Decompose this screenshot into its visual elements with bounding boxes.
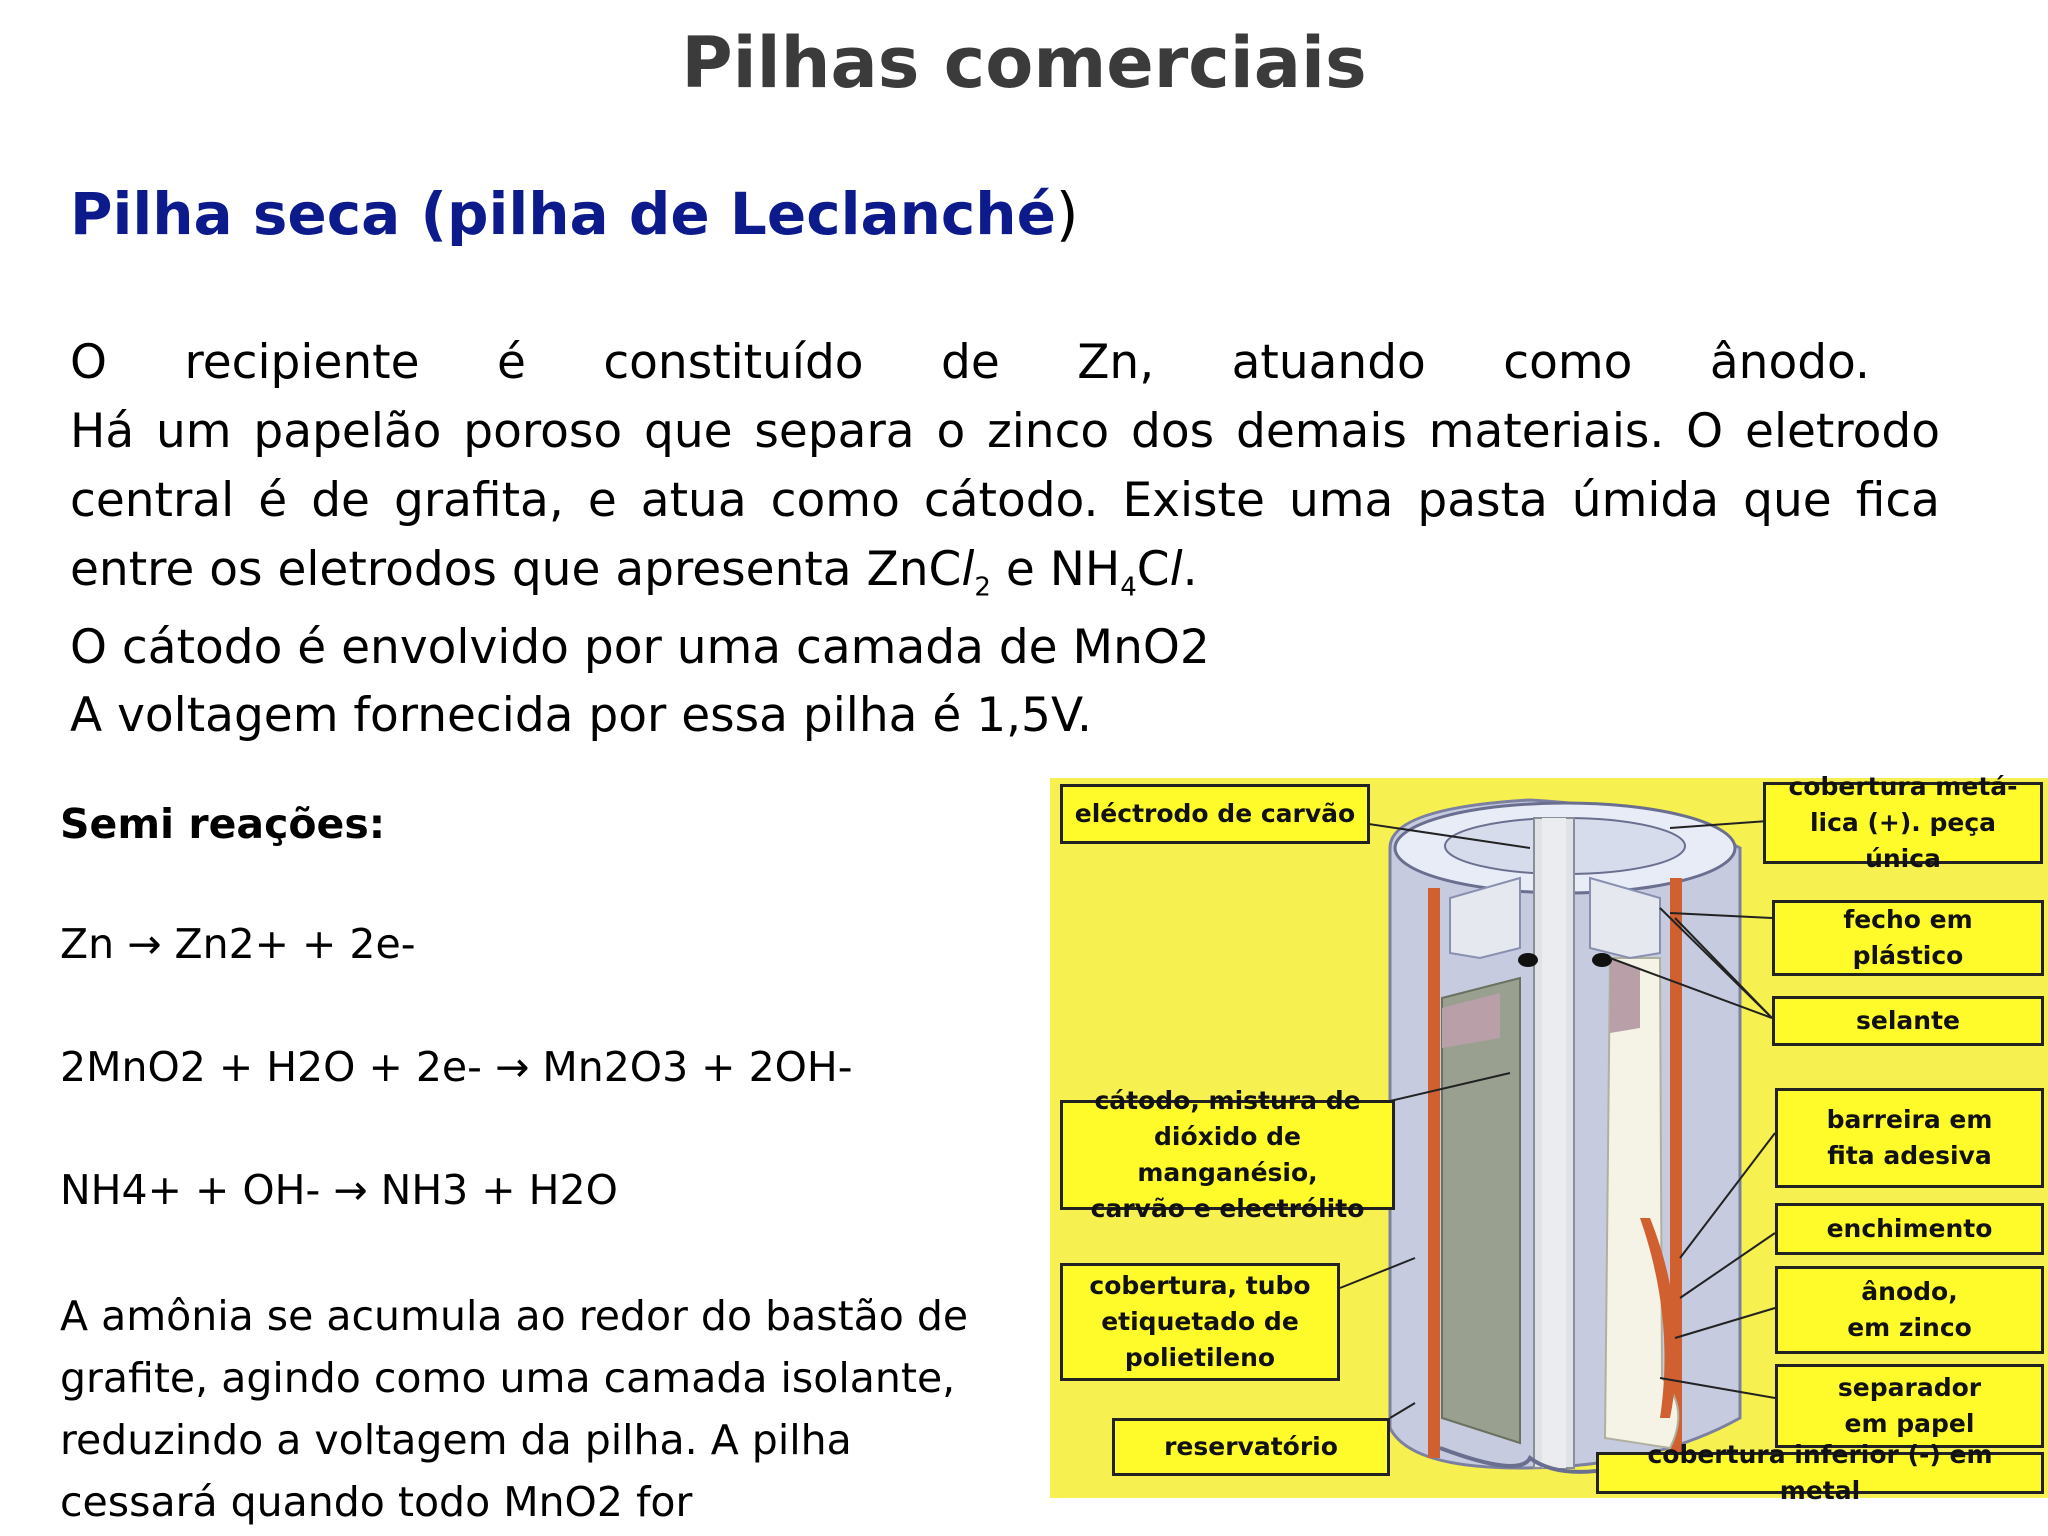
label-text: reservatório	[1164, 1432, 1338, 1461]
label-text: enchimento	[1826, 1214, 1993, 1243]
label-text: etiquetado de	[1101, 1307, 1299, 1336]
label-tape-barrier	[1775, 1088, 2044, 1188]
voltage-line: A voltagem fornecida por essa pilha é 1,5V.	[70, 688, 1092, 743]
label-text: dióxido de manganésio,	[1137, 1122, 1318, 1187]
label-text: separador	[1837, 1373, 1982, 1402]
word: Zn,	[1077, 335, 1155, 390]
label-text: cobertura inferior (-) em metal	[1647, 1440, 1993, 1505]
word: constituído	[603, 335, 864, 390]
word: recipiente	[184, 335, 420, 390]
subscript-2: 2	[974, 572, 991, 603]
word: atuando	[1231, 335, 1426, 390]
label-text: plástico	[1852, 941, 1964, 970]
label-separator	[1775, 1364, 2044, 1448]
intro-text: .	[1182, 542, 1198, 597]
intro-text: C	[1136, 542, 1170, 597]
label-cover-tube	[1060, 1263, 1340, 1381]
label-text: lica (+). peça única	[1809, 808, 1997, 873]
cathode-mix	[1442, 978, 1520, 1443]
word: O	[70, 335, 107, 390]
label-reservoir	[1112, 1418, 1390, 1476]
subtitle-text: Pilha seca (pilha de Leclanché	[70, 180, 1056, 248]
label-cathode	[1060, 1086, 1395, 1223]
intro-text: Há um papelão poroso que separa o zinco dos demais materiais. O eletrodo central é de grafita, e atua como cátodo. Existe uma pasta úmida que fica entre os eletrodos que apresenta ZnC	[70, 404, 1940, 597]
label-sealant	[1772, 996, 2044, 1046]
label-text: fecho em	[1843, 905, 1973, 934]
reaction-1: Zn → Zn2+ + 2e-	[60, 920, 416, 968]
italic-l: l	[1169, 542, 1183, 597]
cathode-line: O cátodo é envolvido por uma camada de MnO2	[70, 620, 1210, 675]
intro-paragraph	[70, 328, 1940, 604]
battery-diagram	[1050, 772, 2048, 1505]
label-plastic-seal	[1772, 900, 2044, 976]
subscript-4: 4	[1120, 572, 1137, 603]
label-bottom-cover	[1596, 1440, 2044, 1505]
label-text: eléctrodo de carvão	[1074, 799, 1356, 828]
label-metal-cover	[1763, 772, 2043, 873]
label-filler	[1775, 1203, 2044, 1255]
reaction-2: 2MnO2 + H2O + 2e- → Mn2O3 + 2OH-	[60, 1043, 853, 1091]
label-text: em zinco	[1847, 1313, 1972, 1342]
subtitle-paren: )	[1055, 180, 1079, 248]
italic-l: l	[961, 542, 975, 597]
closing-paragraph: A amônia se acumula ao redor do bastão de grafite, agindo como uma camada isolante, reduzindo a voltagem da pilha. A pilha cessará quando todo MnO2 for	[60, 1292, 969, 1526]
label-text: em papel	[1844, 1409, 1975, 1438]
label-text: cobertura metá-	[1788, 772, 2018, 801]
label-carbon-electrode	[1060, 784, 1370, 844]
intro-text: e NH	[990, 542, 1121, 597]
reaction-3: NH4+ + OH- → NH3 + H2O	[60, 1166, 618, 1214]
label-text: ânodo,	[1861, 1277, 1958, 1306]
word: ânodo.	[1709, 335, 1870, 390]
label-anode	[1775, 1266, 2044, 1354]
label-text: cobertura, tubo	[1089, 1271, 1311, 1300]
label-text: carvão e electrólito	[1090, 1194, 1365, 1223]
zinc-layer-left	[1428, 888, 1440, 1458]
label-text: polietileno	[1124, 1343, 1276, 1372]
word: é	[496, 335, 526, 390]
label-text: selante	[1856, 1006, 1960, 1035]
reactions-title: Semi reações:	[60, 800, 386, 848]
label-text: cátodo, mistura de	[1094, 1086, 1361, 1115]
slide-subtitle	[70, 180, 1079, 248]
label-text: barreira em	[1826, 1105, 1993, 1134]
slide-title: Pilhas comerciais	[681, 22, 1367, 104]
word: como	[1503, 335, 1633, 390]
label-text: fita adesiva	[1827, 1141, 1992, 1170]
word: de	[941, 335, 1000, 390]
intro-rest	[70, 397, 1940, 604]
intro-first-line	[70, 328, 1870, 397]
